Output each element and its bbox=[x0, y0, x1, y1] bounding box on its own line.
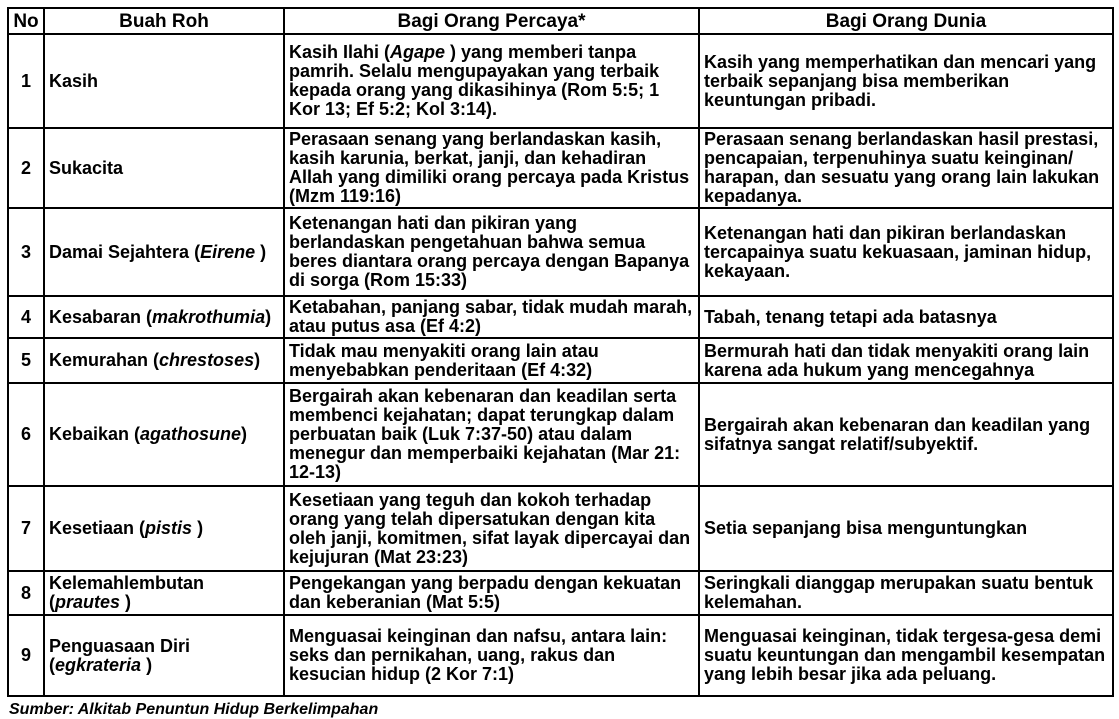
table-row bbox=[8, 296, 1113, 338]
cell-no: 4 bbox=[8, 296, 44, 338]
table-header-row bbox=[8, 8, 1113, 34]
cell-buah-roh bbox=[44, 338, 284, 383]
text-segment: Damai Sejahtera ( bbox=[49, 241, 201, 262]
cell-bagi-orang-percaya bbox=[284, 383, 699, 486]
text-segment: ) bbox=[125, 592, 132, 612]
text-segment: Menguasai keinginan dan nafsu, antara lain: seks dan pernikahan, uang, rakus dan kesucian hidup (2 Kor 7:1) bbox=[289, 626, 668, 684]
cell-bagi-orang-percaya bbox=[284, 615, 699, 696]
text-segment: Ketabahan, panjang sabar, tidak mudah marah, atau putus asa (Ef 4:2) bbox=[289, 297, 693, 336]
text-segment: Kesetiaan ( bbox=[49, 518, 146, 538]
table-row bbox=[8, 208, 1113, 296]
table-body bbox=[8, 34, 1113, 696]
cell-bagi-orang-percaya bbox=[284, 208, 699, 296]
cell-bagi-orang-percaya bbox=[284, 338, 699, 383]
cell-buah-roh bbox=[44, 296, 284, 338]
cell-buah-roh bbox=[44, 208, 284, 296]
table-row bbox=[8, 615, 1113, 696]
col-header-bagi-orang-percaya: Bagi Orang Percaya* bbox=[284, 8, 699, 34]
cell-no: 9 bbox=[8, 615, 44, 696]
cell-bagi-orang-dunia bbox=[699, 34, 1113, 128]
text-segment: Seringkali dianggap merupakan suatu bentuk kelemahan. bbox=[704, 573, 1094, 612]
table-row bbox=[8, 486, 1113, 571]
text-segment: Penguasaan Diri ( bbox=[49, 635, 191, 675]
cell-bagi-orang-percaya bbox=[284, 486, 699, 571]
source-note: Sumber: Alkitab Penuntun Hidup Berkelimpahan bbox=[9, 701, 379, 718]
text-segment: Kasih bbox=[49, 70, 99, 91]
greek-term-italic: pistis bbox=[145, 518, 198, 538]
cell-bagi-orang-percaya bbox=[284, 571, 699, 615]
cell-bagi-orang-dunia bbox=[699, 208, 1113, 296]
text-segment: Kesabaran ( bbox=[49, 306, 153, 327]
table-row bbox=[8, 128, 1113, 208]
cell-buah-roh bbox=[44, 383, 284, 486]
table-row bbox=[8, 34, 1113, 128]
cell-bagi-orang-dunia bbox=[699, 571, 1113, 615]
col-header-bagi-orang-dunia: Bagi Orang Dunia bbox=[699, 8, 1113, 34]
text-segment: Kasih yang memperhatikan dan mencari yang terbaik sepanjang bisa memberikan keuntungan pribadi. bbox=[704, 51, 1097, 110]
text-segment: Perasaan senang yang berlandaskan kasih, kasih karunia, berkat, janji, dan kehadiran Allah yang dimiliki orang percaya pada Kristus (Mzm 119:16) bbox=[289, 129, 690, 206]
text-segment: Menguasai keinginan, tidak tergesa-gesa demi suatu keuntungan dan mengambil kesempatan yang lebih besar jika ada peluang. bbox=[704, 626, 1106, 684]
col-header-no: No bbox=[8, 8, 44, 34]
cell-no: 5 bbox=[8, 338, 44, 383]
text-segment: ) bbox=[254, 350, 261, 370]
cell-bagi-orang-dunia bbox=[699, 383, 1113, 486]
text-segment: Bermurah hati dan tidak menyakiti orang lain karena ada hukum yang mencegahnya bbox=[704, 340, 1090, 380]
cell-buah-roh bbox=[44, 34, 284, 128]
fruit-of-spirit-table bbox=[7, 7, 1114, 697]
text-segment: ) bbox=[241, 424, 248, 444]
table-row bbox=[8, 571, 1113, 615]
text-segment: Kesetiaan yang teguh dan kokoh terhadap orang yang telah dipersatukan dengan kita oleh janji, komitmen, sifat layak dipercayai dan kejujuran (Mat 23:23) bbox=[289, 489, 691, 567]
text-segment: Bergairah akan kebenaran dan keadilan serta membenci kejahatan; dapat terungkap dalam perbuatan baik (Luk 7:37-50) atau dalam menegur dan memperbaiki kejahatan (Mar 21: 12-13) bbox=[289, 386, 681, 482]
cell-bagi-orang-dunia bbox=[699, 615, 1113, 696]
cell-buah-roh bbox=[44, 615, 284, 696]
text-segment: Sukacita bbox=[49, 157, 124, 178]
cell-no: 1 bbox=[8, 34, 44, 128]
text-segment: Kemurahan ( bbox=[49, 350, 160, 370]
greek-term-italic: egkrateria bbox=[55, 654, 147, 675]
text-segment: Bergairah akan kebenaran dan keadilan yang sifatnya sangat relatif/subyektif. bbox=[704, 414, 1091, 454]
cell-bagi-orang-dunia bbox=[699, 296, 1113, 338]
cell-no: 2 bbox=[8, 128, 44, 208]
cell-no: 3 bbox=[8, 208, 44, 296]
cell-buah-roh bbox=[44, 486, 284, 571]
greek-term-italic: agathosune bbox=[140, 424, 242, 444]
text-segment: Kelemahlembutan ( bbox=[49, 573, 205, 612]
cell-no: 8 bbox=[8, 571, 44, 615]
text-segment: ) bbox=[197, 518, 204, 538]
cell-bagi-orang-percaya bbox=[284, 128, 699, 208]
text-segment: Pengekangan yang berpadu dengan kekuatan dan keberanian (Mat 5:5) bbox=[289, 573, 682, 612]
table-row bbox=[8, 383, 1113, 486]
cell-bagi-orang-dunia bbox=[699, 128, 1113, 208]
text-segment: ) bbox=[260, 241, 267, 262]
cell-bagi-orang-dunia bbox=[699, 486, 1113, 571]
greek-term-italic: makrothumia bbox=[152, 306, 266, 327]
table-header bbox=[8, 8, 1113, 34]
cell-bagi-orang-percaya bbox=[284, 34, 699, 128]
text-segment: ) bbox=[146, 654, 153, 675]
cell-buah-roh bbox=[44, 128, 284, 208]
cell-no: 6 bbox=[8, 383, 44, 486]
greek-term-italic: Eirene bbox=[200, 241, 261, 262]
text-segment: Setia sepanjang bisa menguntungkan bbox=[704, 518, 1028, 538]
table-row bbox=[8, 338, 1113, 383]
greek-term-italic: prautes bbox=[55, 592, 126, 612]
cell-no: 7 bbox=[8, 486, 44, 571]
col-header-buah-roh: Buah Roh bbox=[44, 8, 284, 34]
text-segment: ) bbox=[265, 306, 272, 327]
text-segment: Tabah, tenang tetapi ada batasnya bbox=[704, 306, 997, 327]
cell-bagi-orang-percaya bbox=[284, 296, 699, 338]
greek-term-italic: chrestoses bbox=[159, 350, 255, 370]
text-segment: Perasaan senang berlandaskan hasil prestasi, pencapaian, terpenuhinya suatu keinginan/ harapan, dan sesuatu yang orang lain lakukan kepadanya. bbox=[704, 129, 1100, 206]
text-segment: Tidak mau menyakiti orang lain atau menyebabkan penderitaan (Ef 4:32) bbox=[289, 340, 599, 380]
text-segment: ) yang memberi tanpa pamrih. Selalu mengupayakan yang terbaik kepada orang yang dikasihinya (Rom 5:5; 1 Kor 13; Ef 5:2; Kol 3:14). bbox=[289, 42, 660, 119]
cell-buah-roh bbox=[44, 571, 284, 615]
cell-bagi-orang-dunia bbox=[699, 338, 1113, 383]
text-segment: Kasih Ilahi ( bbox=[289, 42, 391, 62]
greek-term-italic: Agape bbox=[390, 42, 451, 62]
text-segment: Kebaikan ( bbox=[49, 424, 141, 444]
text-segment: Ketenangan hati dan pikiran berlandaskan tercapainya suatu kekuasaan, jaminan hidup, kekayaan. bbox=[704, 222, 1092, 281]
text-segment: Ketenangan hati dan pikiran yang berlandaskan pengetahuan bahwa semua beres diantara orang percaya dengan Bapanya di sorga (Rom 15:33) bbox=[289, 213, 690, 290]
